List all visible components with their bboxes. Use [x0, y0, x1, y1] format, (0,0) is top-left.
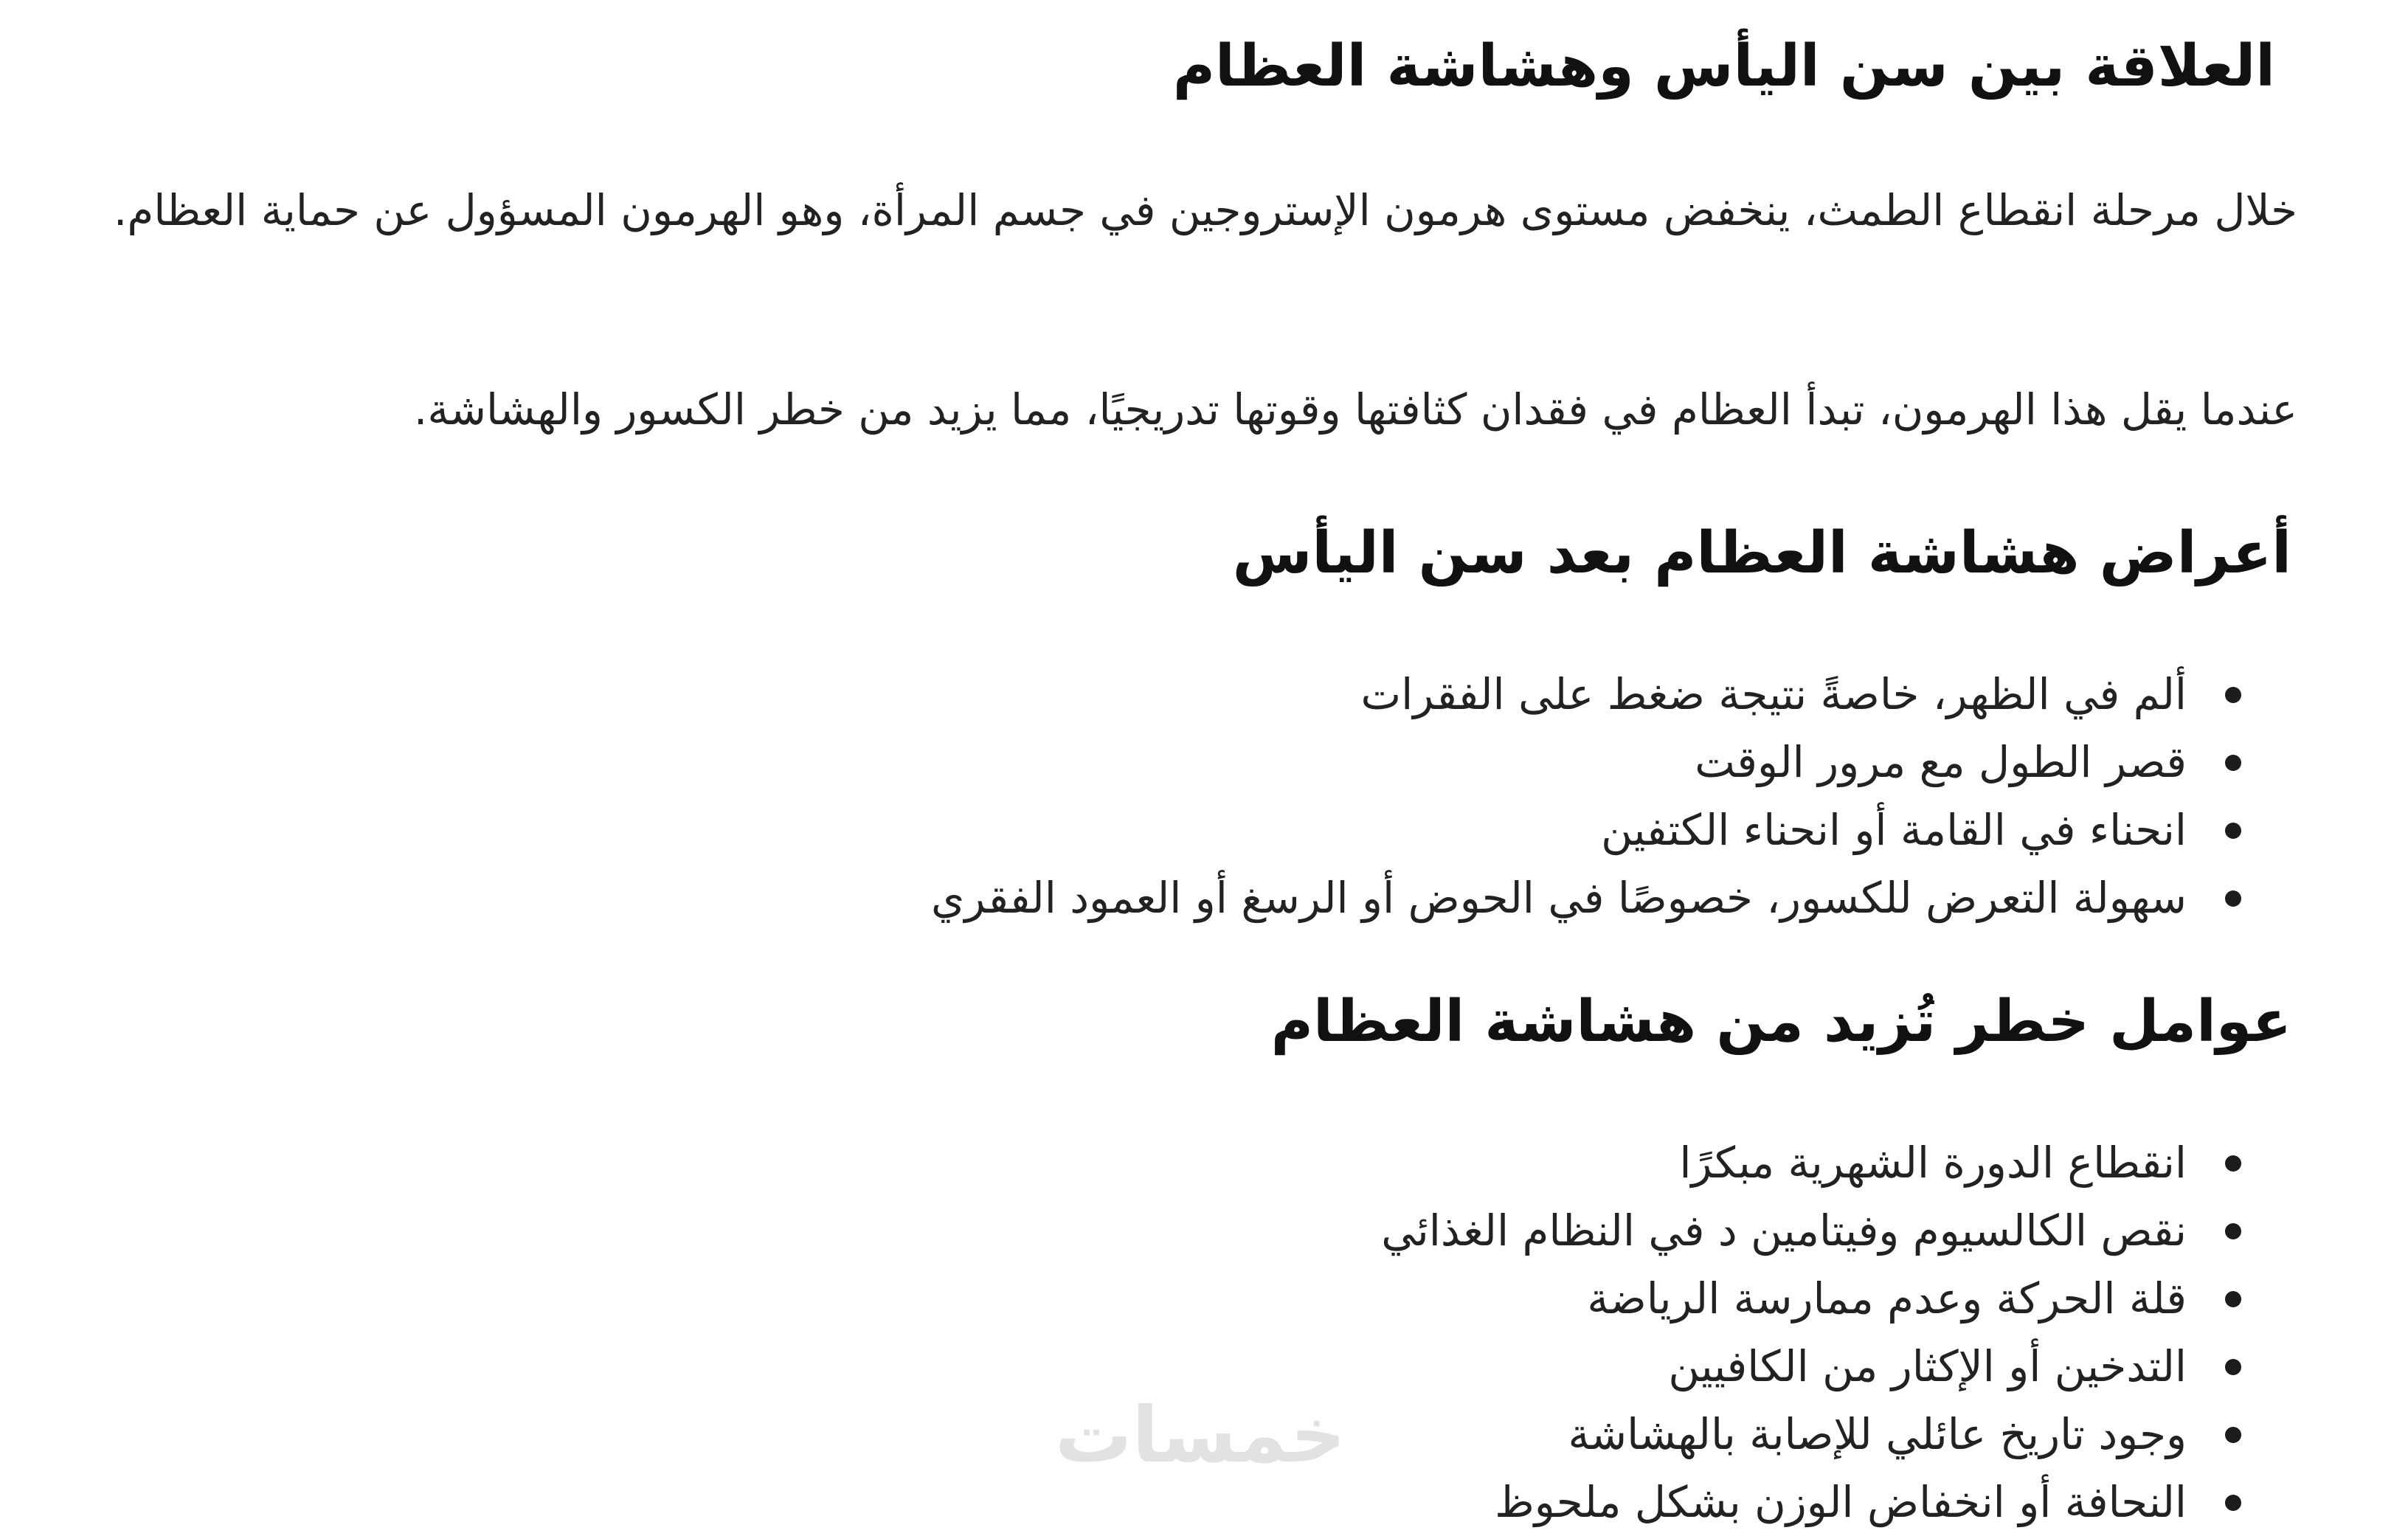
- bullet-icon: [2225, 1359, 2241, 1375]
- symptoms-list: [931, 660, 2297, 932]
- list-item: [1381, 1265, 2297, 1332]
- list-item-text: نقص الكالسيوم وفيتامين د في النظام الغذائي: [1381, 1205, 2187, 1256]
- list-item-text: انقطاع الدورة الشهرية مبكرًا: [1679, 1138, 2187, 1188]
- paragraph-estrogen: خلال مرحلة انقطاع الطمث، ينخفض مستوى هرمون الإستروجين في جسم المرأة، وهو الهرمون المسؤول عن حماية العظام.: [113, 185, 2297, 235]
- heading-risk-factors: عوامل خطر تُزيد من هشاشة العظام: [1270, 989, 2291, 1055]
- list-item: [1381, 1332, 2297, 1400]
- list-item-text: وجود تاريخ عائلي للإصابة بالهشاشة: [1568, 1409, 2187, 1459]
- list-item: [931, 796, 2297, 864]
- list-item-text: ألم في الظهر، خاصةً نتيجة ضغط على الفقرات: [1360, 669, 2187, 719]
- list-item-text: سهولة التعرض للكسور، خصوصًا في الحوض أو الرسغ أو العمود الفقري: [930, 873, 2187, 923]
- bullet-icon: [2225, 1223, 2241, 1239]
- bullet-icon: [2225, 823, 2241, 839]
- paragraph-bone-density: عندما يقل هذا الهرمون، تبدأ العظام في فقدان كثافتها وقوتها تدريجيًا، مما يزيد من خطر الكسور والهشاشة.: [413, 384, 2297, 435]
- list-item-text: النحافة أو انخفاض الوزن بشكل ملحوظ: [1495, 1477, 2187, 1527]
- list-item: [1381, 1468, 2297, 1536]
- list-item-text: التدخين أو الإكثار من الكافيين: [1668, 1341, 2187, 1391]
- list-item-text: قلة الحركة وعدم ممارسة الرياضة: [1587, 1273, 2187, 1324]
- list-item-text: انحناء في القامة أو انحناء الكتفين: [1601, 805, 2187, 855]
- bullet-icon: [2225, 1427, 2241, 1443]
- list-item: [1381, 1400, 2297, 1468]
- list-item: [931, 728, 2297, 796]
- bullet-icon: [2225, 1291, 2241, 1307]
- heading-menopause-osteoporosis: العلاقة بين سن اليأس وهشاشة العظام: [1172, 33, 2275, 100]
- watermark-logo: خمسات: [1055, 1390, 1346, 1480]
- bullet-icon: [2225, 1495, 2241, 1511]
- risk-factors-list: [1381, 1129, 2297, 1536]
- bullet-icon: [2225, 755, 2241, 771]
- bullet-icon: [2225, 890, 2241, 907]
- list-item: [1381, 1129, 2297, 1197]
- list-item: [931, 864, 2297, 932]
- bullet-icon: [2225, 1155, 2241, 1172]
- list-item-text: قصر الطول مع مرور الوقت: [1695, 737, 2187, 787]
- list-item: [931, 660, 2297, 728]
- list-item: [1381, 1197, 2297, 1265]
- bullet-icon: [2225, 687, 2241, 703]
- heading-symptoms: أعراض هشاشة العظام بعد سن اليأس: [1232, 520, 2291, 587]
